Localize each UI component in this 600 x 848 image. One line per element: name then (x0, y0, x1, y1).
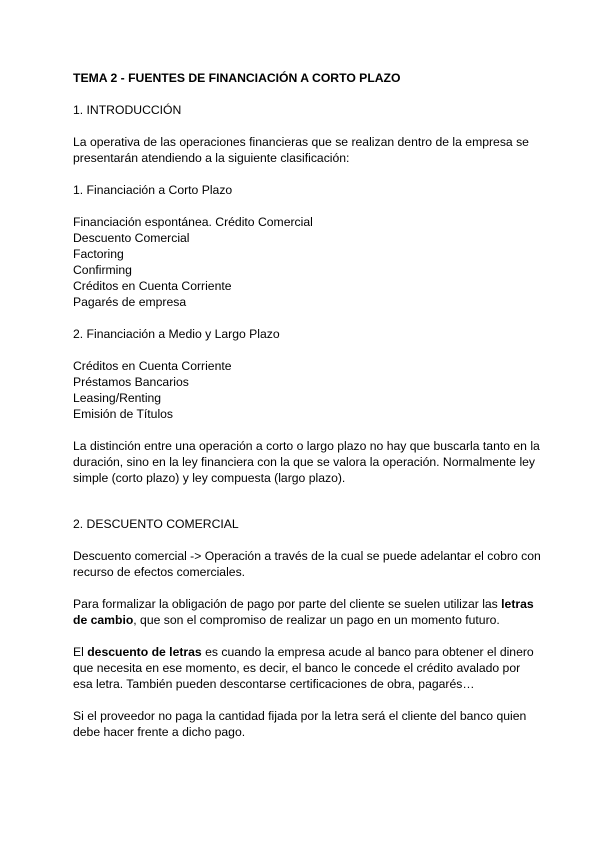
list-item: Préstamos Bancarios (73, 375, 189, 389)
bold-term-descuento-de-letras: descuento de letras (87, 645, 202, 659)
list-item: Emisión de Títulos (73, 407, 174, 421)
intro-paragraph: La operativa de las operaciones financieras que se realizan dentro de la empresa se presentarán atendiendo a la siguiente clasificación: (73, 135, 529, 165)
proveedor-paragraph: Si el proveedor no paga la cantidad fijada por la letra será el cliente del banco quien debe hacer frente a dicho pago. (73, 709, 527, 739)
list-item: Pagarés de empresa (73, 295, 187, 309)
bold-term-letras-de-cambio: letras de cambio (73, 597, 534, 627)
list-item: Factoring (73, 247, 124, 261)
long-term-heading: 2. Financiación a Medio y Largo Plazo (73, 327, 280, 341)
document-page (73, 70, 543, 756)
list-item: Financiación espontánea. Crédito Comercial (73, 215, 313, 229)
section-heading-introduccion: 1. INTRODUCCIÓN (73, 103, 182, 117)
long-term-list (73, 358, 543, 422)
list-item: Descuento Comercial (73, 231, 190, 245)
letras-de-cambio-paragraph (73, 596, 543, 628)
definition-paragraph: Descuento comercial -> Operación a través de la cual se puede adelantar el cobro con recurso de efectos comerciales. (73, 549, 541, 579)
distinction-paragraph: La distinción entre una operación a corto o largo plazo no hay que buscarla tanto en la duración, sino en la ley financiera con la que se valora la operación. Normalmente ley simple (corto plazo) y ley compuesta (largo plazo). (73, 439, 540, 485)
descuento-de-letras-paragraph (73, 644, 543, 692)
short-term-list (73, 214, 543, 310)
list-item: Leasing/Renting (73, 391, 162, 405)
paragraph-text: El (73, 645, 88, 659)
paragraph-text: es cuando la empresa acude al banco para obtener el dinero que necesita en ese momento, es decir, el banco le concede el crédito avalado por esa letra. También pueden descontarse certificaciones de obra, pagarés… (73, 645, 534, 691)
section-heading-descuento-comercial: 2. DESCUENTO COMERCIAL (73, 517, 239, 531)
paragraph-text: Para formalizar la obligación de pago por parte del cliente se suelen utilizar las (73, 597, 502, 611)
list-item: Créditos en Cuenta Corriente (73, 279, 232, 293)
short-term-heading: 1. Financiación a Corto Plazo (73, 183, 233, 197)
paragraph-text: , que son el compromiso de realizar un pago en un momento futuro. (133, 613, 500, 627)
list-item: Confirming (73, 263, 132, 277)
list-item: Créditos en Cuenta Corriente (73, 359, 232, 373)
document-title: TEMA 2 - FUENTES DE FINANCIACIÓN A CORTO PLAZO (73, 71, 401, 85)
